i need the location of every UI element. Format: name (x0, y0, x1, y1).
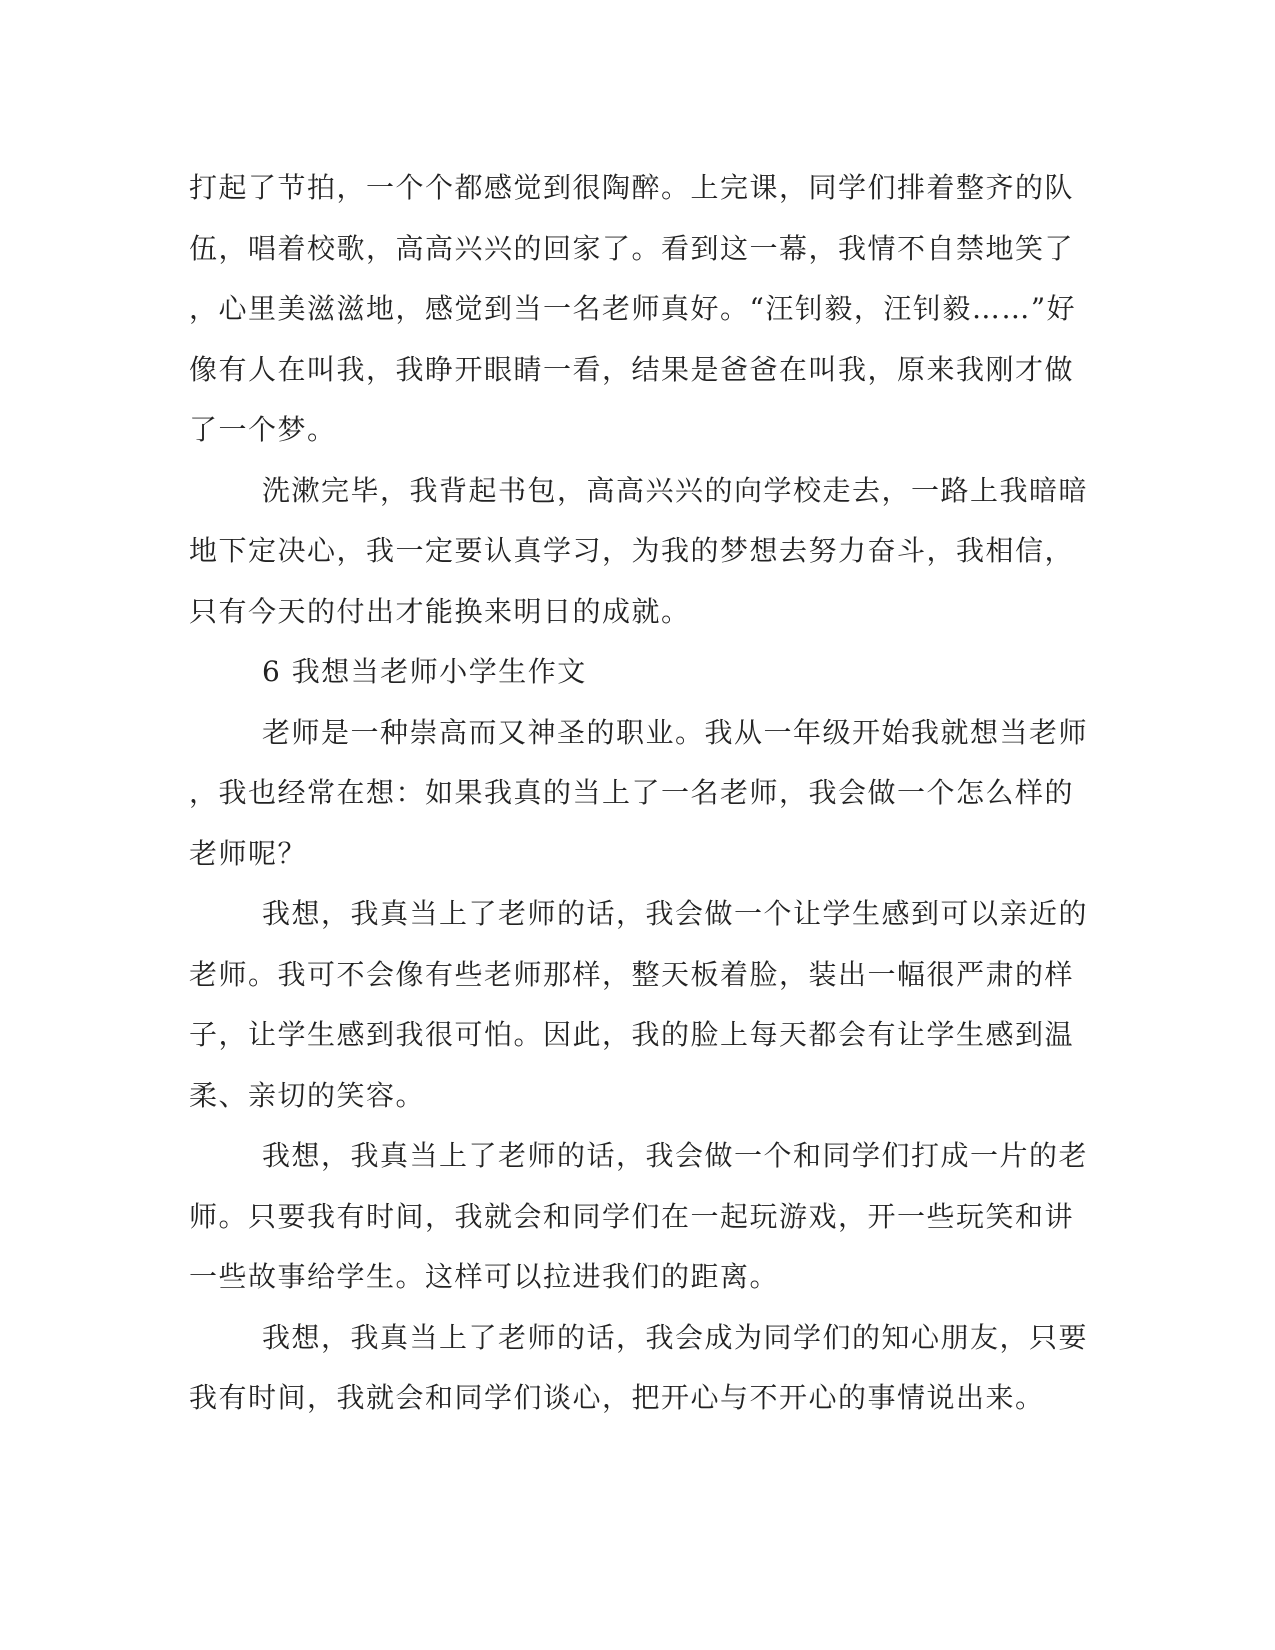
section-heading: 6 我想当老师小学生作文 (262, 655, 587, 688)
text-line: ，我也经常在想：如果我真的当上了一名老师，我会做一个怎么样的 (189, 776, 1075, 809)
text-line: 只有今天的付出才能换来明日的成就。 (189, 594, 691, 628)
text-line: 地下定决心，我一定要认真学习，为我的梦想去努力奋斗，我相信， (189, 534, 1075, 567)
paragraph-first-line: 老师是一种崇高而又神圣的职业。我从一年级开始我就想当老师 (262, 715, 1089, 749)
text-line: 柔、亲切的笑容。 (189, 1078, 426, 1112)
paragraph-first-line: 洗漱完毕，我背起书包，高高兴兴的向学校走去，一路上我暗暗 (262, 473, 1089, 507)
text-line: 伍，唱着校歌，高高兴兴的回家了。看到这一幕，我情不自禁地笑了 (189, 231, 1075, 265)
text-line: 师。只要我有时间，我就会和同学们在一起玩游戏，开一些玩笑和讲 (189, 1199, 1075, 1233)
text-line: 子，让学生感到我很可怕。因此，我的脸上每天都会有让学生感到温 (189, 1018, 1075, 1051)
text-line: 老师。我可不会像有些老师那样，整天板着脸，装出一幅很严肃的样 (189, 957, 1075, 991)
text-line: 我有时间，我就会和同学们谈心，把开心与不开心的事情说出来。 (189, 1381, 1045, 1414)
text-line: 打起了节拍，一个个都感觉到很陶醉。上完课，同学们排着整齐的队 (189, 171, 1075, 204)
text-line: 老师呢？ (189, 836, 308, 870)
text-line: ，心里美滋滋地，感觉到当一名老师真好。“汪钊毅，汪钊毅……”好 (189, 292, 1077, 325)
text-line: 了一个梦。 (189, 413, 337, 446)
paragraph-first-line: 我想，我真当上了老师的话，我会做一个和同学们打成一片的老 (262, 1139, 1089, 1172)
document-body (189, 158, 1089, 1429)
paragraph-first-line: 我想，我真当上了老师的话，我会做一个让学生感到可以亲近的 (262, 897, 1089, 930)
paragraph-first-line: 我想，我真当上了老师的话，我会成为同学们的知心朋友，只要 (262, 1320, 1089, 1354)
text-line: 一些故事给学生。这样可以拉进我们的距离。 (189, 1260, 780, 1293)
text-line: 像有人在叫我，我睁开眼睛一看，结果是爸爸在叫我，原来我刚才做 (189, 352, 1075, 386)
